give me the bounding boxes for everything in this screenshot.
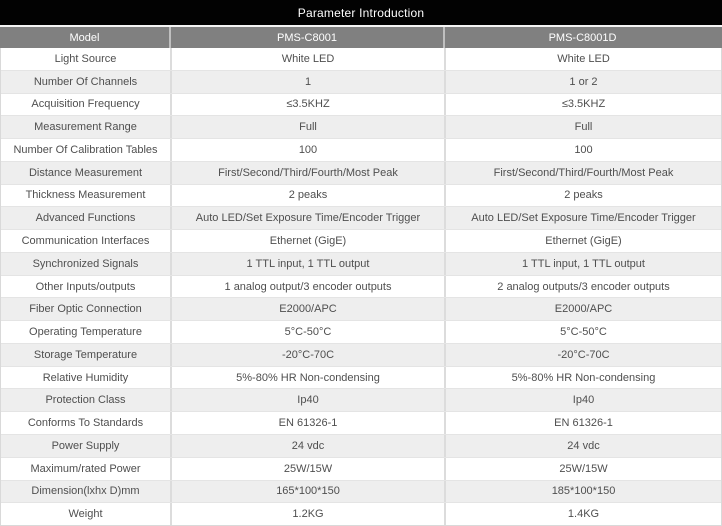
table-row [1,503,721,525]
value-cell-pms-c8001: 5%-80% HR Non-condensing [172,367,446,389]
value-cell-pms-c8001d: 2 analog outputs/3 encoder outputs [497,280,670,293]
table-row [1,230,721,253]
value-cell-pms-c8001d: 185*100*150 [551,485,616,498]
value-cell-pms-c8001d: 5%-80% HR Non-condensing [511,371,656,384]
param-name-cell: Operating Temperature [1,321,172,343]
param-name-cell: Maximum/rated Power [1,458,172,480]
param-name-cell: Measurement Range [1,116,172,138]
table-row [1,481,721,504]
table-row [1,276,721,299]
value-cell-pms-c8001: Ip40 [172,389,446,411]
value-cell-pms-c8001: ≤3.5KHZ [172,94,446,116]
value-cell-pms-c8001: 1 TTL input, 1 TTL output [172,253,446,275]
table-row [1,435,721,458]
value-cell-pms-c8001: -20°C-70C [172,344,446,366]
param-name-cell: Synchronized Signals [1,253,172,275]
table-row [1,94,721,117]
table-row [1,344,721,367]
param-name-cell: Weight [1,503,172,525]
table-row [1,48,721,71]
table-row [1,298,721,321]
value-cell-pms-c8001d: 24 vdc [567,439,600,452]
value-cell-pms-c8001d: 1 TTL input, 1 TTL output [522,257,645,270]
value-cell-pms-c8001d: 5°C-50°C [560,326,607,339]
value-cell-pms-c8001d: E2000/APC [554,303,613,316]
value-cell-pms-c8001d: 2 peaks [564,189,603,202]
value-cell-pms-c8001d: Full [574,121,593,134]
value-cell-pms-c8001: 25W/15W [172,458,446,480]
table-row [1,321,721,344]
param-name-cell: Dimension(lxhx D)mm [1,481,172,503]
value-cell-pms-c8001: White LED [172,48,446,70]
table-row [1,207,721,230]
param-name-cell: Relative Humidity [1,367,172,389]
param-name-cell: Light Source [1,48,172,70]
value-cell-pms-c8001d: Ip40 [572,394,595,407]
value-cell-pms-c8001: First/Second/Third/Fourth/Most Peak [172,162,446,184]
param-name-cell: Acquisition Frequency [1,94,172,116]
param-name-cell: Advanced Functions [1,207,172,229]
param-name-cell: Other Inputs/outputs [1,276,172,298]
table-row [1,185,721,208]
table-row [1,412,721,435]
value-cell-pms-c8001: E2000/APC [172,298,446,320]
table-row [1,162,721,185]
value-cell-pms-c8001: Full [172,116,446,138]
param-name-cell: Communication Interfaces [1,230,172,252]
value-cell-pms-c8001: 1.2KG [172,503,446,525]
param-name-cell: Power Supply [1,435,172,457]
table-title: Parameter Introduction [297,5,425,20]
value-cell-pms-c8001d: -20°C-70C [557,348,610,361]
value-cell-pms-c8001d: 1.4KG [567,508,600,521]
header-model: Model [0,27,171,48]
table-row [1,253,721,276]
param-name-cell: Thickness Measurement [1,185,172,207]
value-cell-pms-c8001d: Auto LED/Set Exposure Time/Encoder Trigger [471,212,696,225]
value-cell-pms-c8001d: 25W/15W [559,462,608,475]
table-row [1,139,721,162]
value-cell-pms-c8001d: 1 or 2 [569,75,598,88]
value-cell-pms-c8001: 1 analog output/3 encoder outputs [172,276,446,298]
value-cell-pms-c8001d: White LED [557,52,610,65]
param-name-cell: Storage Temperature [1,344,172,366]
param-name-cell: Distance Measurement [1,162,172,184]
value-cell-pms-c8001: 24 vdc [172,435,446,457]
value-cell-pms-c8001d: Ethernet (GigE) [545,235,622,247]
value-cell-pms-c8001: 2 peaks [172,185,446,207]
value-cell-pms-c8001d: First/Second/Third/Fourth/Most Peak [493,166,674,179]
header-model-pms-c8001: PMS-C8001 [171,27,445,48]
header-model-pms-c8001d: PMS-C8001D [548,31,617,44]
param-name-cell: Fiber Optic Connection [1,298,172,320]
table-header-row [0,27,722,48]
table-row [1,71,721,94]
table-row [1,367,721,390]
value-cell-pms-c8001d: EN 61326-1 [554,417,613,430]
param-name-cell: Conforms To Standards [1,412,172,434]
value-cell-pms-c8001d: ≤3.5KHZ [561,98,606,111]
value-cell-pms-c8001: 5°C-50°C [172,321,446,343]
table-row [1,458,721,481]
table-row [1,389,721,412]
value-cell-pms-c8001: EN 61326-1 [172,412,446,434]
table-row [1,116,721,139]
value-cell-pms-c8001d: 100 [574,143,593,156]
table-body [0,48,722,526]
param-name-cell: Protection Class [1,389,172,411]
value-cell-pms-c8001: Auto LED/Set Exposure Time/Encoder Trigger [172,207,446,229]
table-title-bar [0,0,722,25]
value-cell-pms-c8001: 1 [172,71,446,93]
value-cell-pms-c8001: 100 [172,139,446,161]
value-cell-pms-c8001: 165*100*150 [172,481,446,503]
param-name-cell: Number Of Channels [1,71,172,93]
value-cell-pms-c8001: Ethernet (GigE) [172,230,446,252]
param-name-cell: Number Of Calibration Tables [1,139,172,161]
